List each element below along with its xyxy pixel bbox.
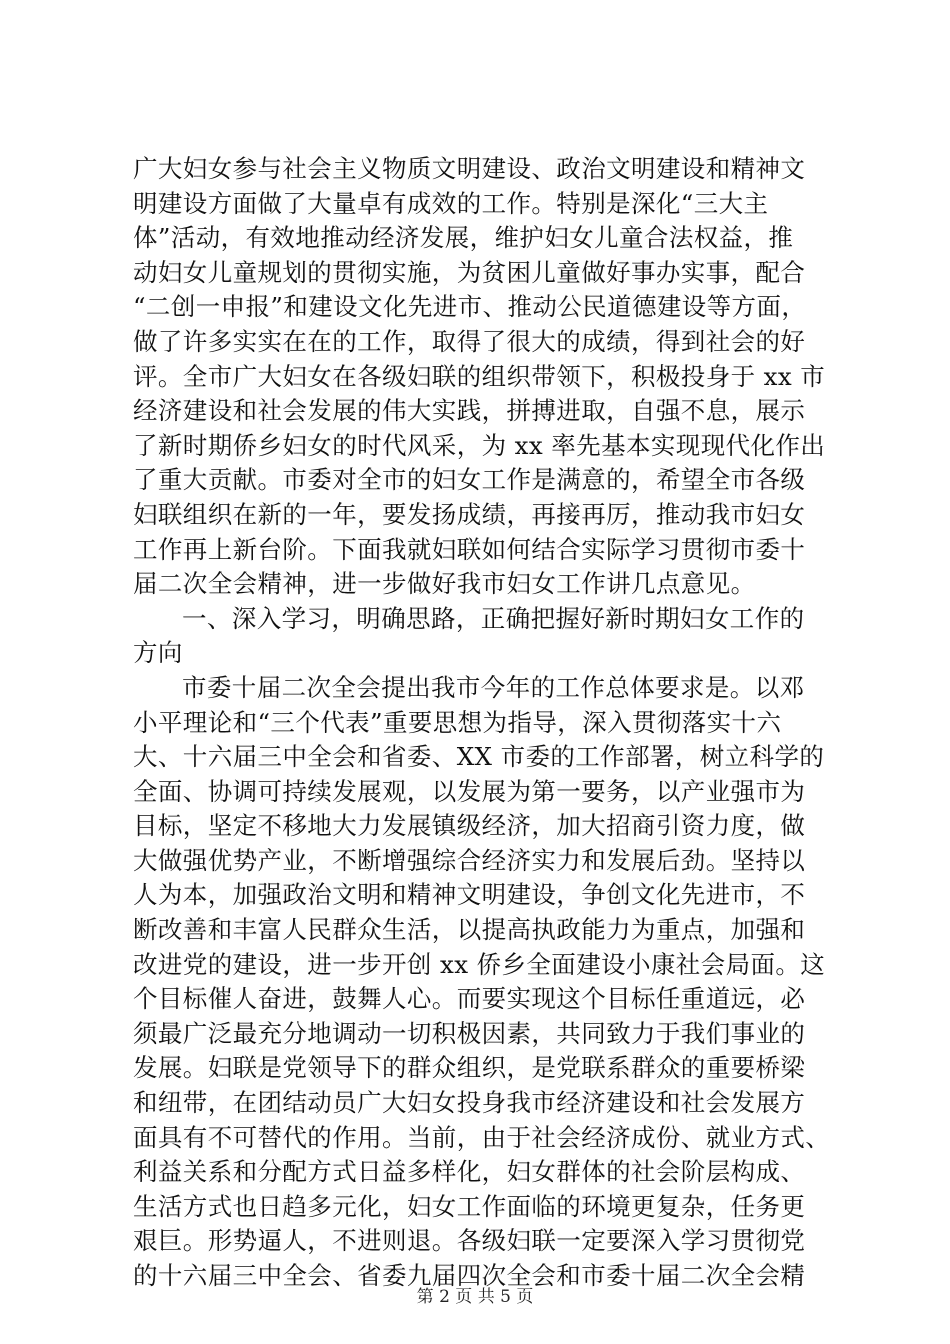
text-line: 体”活动，有效地推动经济发展，维护妇女儿童合法权益，推	[133, 223, 794, 253]
text-line: 的十六届三中全会、省委九届四次全会和市委十届二次全会精	[133, 1261, 806, 1290]
text-line: 艰巨。形势逼人，不进则退。各级妇联一定要深入学习贯彻党	[133, 1226, 806, 1256]
text-line: “二创一申报”和建设文化先进市、推动公民道德建设等方面，	[133, 292, 807, 322]
text-line: 了重大贡献。市委对全市的妇女工作是满意的，希望全市各级	[133, 465, 806, 495]
text-line: 生活方式也日趋多元化，妇女工作面临的环境更复杂，任务更	[133, 1191, 806, 1221]
text-line: 小平理论和“三个代表”重要思想为指导，深入贯彻落实十六	[133, 707, 782, 737]
text-line: 发展。妇联是党领导下的群众组织，是党联系群众的重要桥梁	[133, 1053, 806, 1083]
text-line: 目标，坚定不移地大力发展镇级经济，加大招商引资力度，做	[133, 811, 806, 841]
text-line: 改进党的建设，进一步开创 xx 侨乡全面建设小康社会局面。这	[133, 949, 826, 979]
text-line: 大、十六届三中全会和省委、XX 市委的工作部署，树立科学的	[133, 742, 825, 772]
text-line: 妇联组织在新的一年，要发扬成绩，再接再厉，推动我市妇女	[133, 499, 806, 529]
paragraph-start: 市委十届二次全会提出我市今年的工作总体要求是。以邓	[182, 672, 805, 702]
page-number-footer: 第 2 页 共 5 页	[416, 1287, 534, 1307]
text-line: 和纽带，在团结动员广大妇女投身我市经济建设和社会发展方	[133, 1088, 806, 1118]
text-line: 面具有不可替代的作用。当前，由于社会经济成份、就业方式、	[133, 1122, 831, 1152]
section-heading-continued: 方向	[133, 638, 183, 668]
body-text	[133, 152, 833, 1294]
text-line: 工作再上新台阶。下面我就妇联如何结合实际学习贯彻市委十	[133, 534, 806, 564]
text-line: 广大妇女参与社会主义物质文明建设、政治文明建设和精神文	[133, 154, 806, 183]
text-line: 做了许多实实在在的工作，取得了很大的成绩，得到社会的好	[133, 326, 806, 356]
text-line: 断改善和丰富人民群众生活，以提高执政能力为重点，加强和	[133, 915, 806, 945]
text-line: 个目标催人奋进，鼓舞人心。而要实现这个目标任重道远，必	[133, 984, 806, 1014]
text-line: 全面、协调可持续发展观，以发展为第一要务，以产业强市为	[133, 776, 806, 806]
text-line: 大做强优势产业，不断增强综合经济实力和发展后劲。坚持以	[133, 845, 806, 875]
text-line: 评。全市广大妇女在各级妇联的组织带领下，积极投身于 xx 市	[133, 361, 826, 391]
text-line: 届二次全会精神，进一步做好我市妇女工作讲几点意见。	[133, 569, 756, 599]
text-line: 人为本，加强政治文明和精神文明建设，争创文化先进市，不	[133, 880, 806, 910]
text-line: 须最广泛最充分地调动一切积极因素，共同致力于我们事业的	[133, 1018, 806, 1048]
text-line: 动妇女儿童规划的贯彻实施，为贫困儿童做好事办实事，配合	[133, 257, 806, 287]
text-line: 了新时期侨乡妇女的时代风采，为 xx 率先基本实现现代化作出	[133, 430, 826, 460]
text-line: 经济建设和社会发展的伟大实践，拼搏进取，自强不息，展示	[133, 396, 806, 426]
text-line: 利益关系和分配方式日益多样化，妇女群体的社会阶层构成、	[133, 1157, 806, 1187]
text-line: 明建设方面做了大量卓有成效的工作。特别是深化“三大主	[133, 188, 769, 218]
section-heading: 一、深入学习，明确思路，正确把握好新时期妇女工作的	[182, 603, 805, 633]
